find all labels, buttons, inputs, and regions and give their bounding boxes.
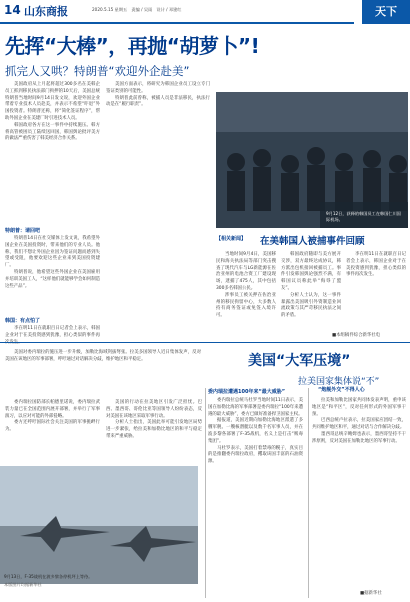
article1-subhead2: 韩国：有点怕了: [5, 318, 41, 324]
article3-subhead: 委内瑞拉遭遇100年来“最大威胁”: [208, 389, 286, 395]
paragraph: 巴西总统卢拉表示，拉美国家应团结一致，共同维护地区和平，通过对话与合作解决分歧。: [312, 418, 406, 431]
article1-col1c: [5, 326, 100, 346]
header-rule: [0, 22, 354, 24]
paragraph: 马杜罗表示，美国打着禁毒的幌子，真实目的是推翻委内瑞拉政府，攫取该国丰富的石油资源。: [208, 445, 303, 465]
photo-returnees: [216, 92, 408, 228]
paragraph: 分析人士指出，美国此举可能引发地区局势进一步紧张，给拉美和加勒比地区的和平与稳定带来严重威胁。: [106, 420, 202, 439]
article1-col2: [106, 82, 210, 109]
photo-returnees-image: [216, 92, 408, 228]
column-rule: [308, 388, 309, 598]
paragraph: 拉美和加勒比国家共同体发表声明，重申该地区是“和平区”，反对任何形式的外国军事干预。: [312, 398, 406, 417]
related-source: ■本组稿件综合新华社电: [332, 333, 381, 338]
article1-col1b: [5, 236, 100, 290]
paragraph: 涉事员工被关押在佐治亚州的移民拘留中心，大多数人持有商务签证或免签入境许可。: [216, 292, 276, 319]
related-col3: [346, 252, 406, 279]
article3-subhead3: “炮舰外交”不得人心: [318, 387, 365, 393]
column-rule: [205, 388, 206, 598]
related-news-tag: 【相关新闻】: [216, 236, 247, 242]
paragraph: 韩国政府各方在这一事件中持续施压。韩方将高管被困员工陆续送回国，韩国舆论批评美方的做法严重伤害了韩美经济合作关系。: [5, 122, 100, 142]
related-news-header: [216, 234, 406, 248]
main-subheadline: 抓完人又哄？特朗普“欢迎外企赴美”: [5, 64, 190, 78]
section-divider: [0, 342, 410, 343]
paragraph: 委内瑞拉国防部长帕德里诺说，委内瑞拉武装力量已在全国范围内展开部署，并举行了军事演习，以应对可能的外部侵略。: [5, 400, 100, 419]
article3-colC: [106, 400, 202, 441]
article1-subhead1: 特朗普：请回吧: [5, 228, 41, 234]
section-label: 天下: [362, 0, 410, 24]
paragraph: 特朗普此前曾称，被捕人员是非法移民，执法行动是在“履行职责”。: [106, 95, 210, 108]
paragraph: 美国的行动在拉美地区引发广泛担忧。巴西、墨西哥、哥伦比亚等国领导人纷纷表态，反对美国在该地区采取军事行动。: [106, 400, 202, 419]
paragraph: 李在明11日在就职百日记者会上表示，韩国企业对于在美投资感到犹豫，担心类似的事件再: [5, 326, 100, 338]
main-headline: 先挥“大棒”，再抛“胡萝卜”!: [5, 34, 260, 58]
paragraph: 分析人士认为，这一事件暴露出美国吸引外资制造业回流政策与其严苛移民执法之间的矛盾。: [281, 292, 341, 319]
paper-name: 山东商报: [24, 5, 68, 18]
second-subheadline: 拉美国家集体说“不”: [298, 377, 380, 387]
paragraph: 韩国政府随即与美方展开交涉，双方最终达成协议，韩方派出包机接回被捕员工。事件引发韩国舆论强烈不满，有韩国议员称此举“侮辱了盟友”。: [281, 252, 341, 291]
second-headline: 美国“大军压境”: [248, 353, 351, 369]
related-col1: [216, 252, 276, 320]
article3-colD: [312, 398, 406, 446]
article3-source: ■据新华社: [360, 591, 382, 596]
paragraph: 据报道，美国近期向加勒比海地区派遣了多艘军舰、一艘核潜艇以及数千名军事人员，并在波多黎各部署了F-35战机，名义上是打击“贩毒集团”。: [208, 418, 303, 444]
paragraph: 墨西哥总统辛鲍姆也表示，墨西哥坚持不干涉原则，反对美国在加勒比地区的军事行动。: [312, 431, 406, 444]
photo-fighter-jets-image: [0, 466, 198, 584]
paragraph: 当地时间9月4日，美国移民和海关执法局等部门突击搜查了现代汽车与LG新能源在佐治亚州的电池合资工厂建设现场，逮捕了475人，其中包括300多名韩国公民。: [216, 252, 276, 291]
paragraph: 特朗普14日在社交媒体上发文说，我希望外国企业在美国投资时，带来他们的专业人员。他称，我们不想让外国企业因为签证问题而感到失望或受阻，他要欢迎这些企业来到美国投资建厂。: [5, 236, 100, 269]
photo2-caption: 9月13日，F-35战机在波多黎各停机坪上等待。: [4, 574, 93, 579]
paragraph: 美国对委内瑞拉的施压进一步升级，加勒比海域剑拔弩张。拉美多国领导人近日集体发声，反对美国在该地区的军事部署，呼吁通过对话解决分歧，维护地区和平稳定。: [5, 350, 201, 362]
paragraph: 美国方面表示，将研究为韩国企业员工设立专门签证类别的可能性。: [106, 82, 210, 94]
photo1-caption: 9月12日，获释的韩国员工在韩国仁川国际机场。: [326, 211, 401, 222]
page-header: [0, 0, 410, 26]
paragraph: 委内瑞拉总统马杜罗当地时间11日表示，美国在加勒比海的军事部署是委内瑞拉“100年来遭遇的最大威胁”，委方已做好准备捍卫国家主权。: [208, 398, 303, 417]
paragraph: 李在明11日在就职百日记者会上表示，韩国企业对于在美投资感到犹豫，担心类似的事件再次发生。: [346, 252, 406, 278]
article3-intro: [5, 350, 201, 364]
related-col2: [281, 252, 341, 320]
article1-col1: [5, 82, 100, 143]
photo-fighter-jets: [0, 466, 198, 584]
photo2-source: 本版图片均据新华社: [4, 582, 42, 587]
paragraph: 特朗普说，他希望这些外国企业在美国雇用并培训美国工人，“这样他们就能够学会如何制造这些产品”。: [5, 269, 100, 289]
paragraph: 美国政府从上月起将超过300多名在美韩企员工抓到移民执法部门拘押的10天后，美国总统特朗普当地时间9月14日发文说，欢迎外国企业带着专业技术人员赴美，并表示不希望“吓退”外国投资者。特朗普还称，将“简化签证程序”，帮助外国企业在美建厂时引进技术人员。: [5, 82, 100, 121]
page-number: 14: [4, 3, 21, 17]
article3-colB: [5, 400, 100, 434]
paragraph: 委方还呼吁国际社会关注美国的军事挑衅行为。: [5, 420, 100, 433]
issue-meta: 2020.5.15 星期五 责编 / 吴雨 设计 / 邓建红: [92, 7, 182, 12]
related-news-title: 在美韩国人被捕事件回顾: [260, 236, 365, 247]
article3-colA: [208, 398, 303, 466]
